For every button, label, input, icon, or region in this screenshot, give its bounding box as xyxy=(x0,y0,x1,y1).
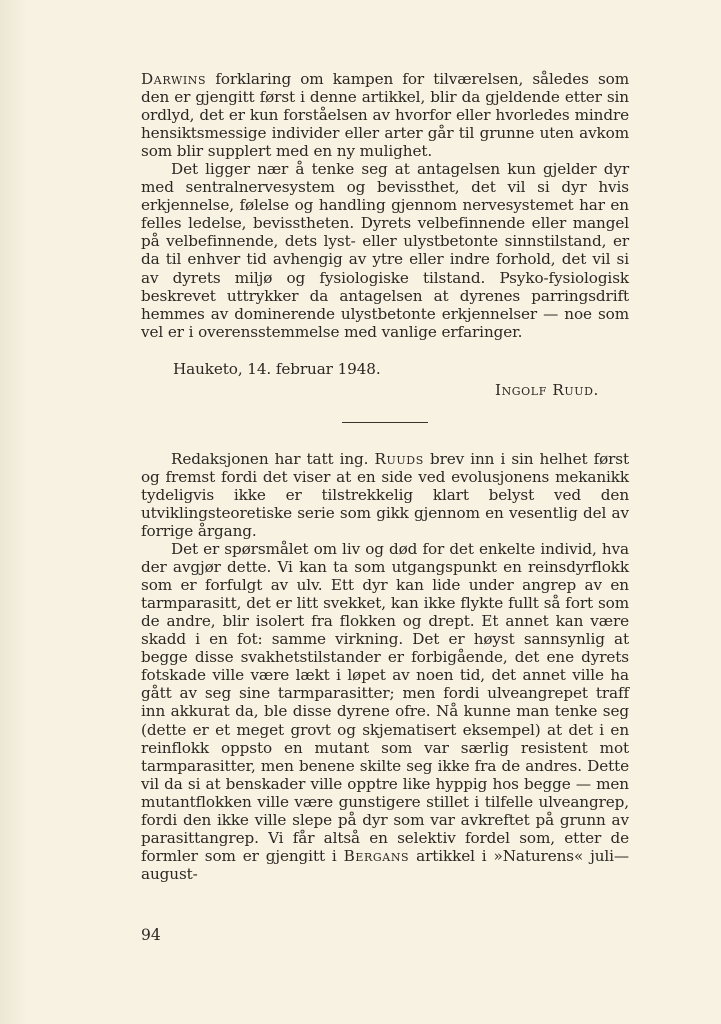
paragraph xyxy=(141,540,629,883)
signature: Ingolf Ruud. xyxy=(494,380,599,399)
page-number: 94 xyxy=(141,926,161,944)
paragraph-text: brev inn i sin helhet først og fremst fordi det viser at en side ved evolusjonens mekanikk tydeligvis ikke er tilstrekkelig klart belyst ved den utviklingsteoretiske serie som gikk gjennom en vesentlig del av forrige årgang. xyxy=(141,449,629,540)
page-edge-shading xyxy=(0,0,28,1024)
author-name-bergan: Bergans xyxy=(343,846,410,865)
paragraph: Det ligger nær å tenke seg at antagelsen kun gjelder dyr med sentralnervesystem og bevissthet, det vil si dyr hvis erkjennelse, følelse og handling gjennom nervesystemet har en felles ledelse, bevisstheten. Dyrets velbefinnende eller mangel på velbefinnende, dets lyst- eller ulystbetonte sinnstilstand, er da til enhver tid avhengig av ytre eller indre forhold, det vil si av dyrets miljø og fysiologiske tilstand. Psyko-fysiologisk beskrevet uttrykker da antagelsen at dyrenes parringsdrift hemmes av dominerende ulystbetonte erkjennelser — noe som vel er i overensstemmelse med vanlige erfaringer. xyxy=(141,160,629,341)
author-name-ruud: Ruuds xyxy=(374,449,424,468)
body-text xyxy=(141,70,629,883)
paragraph-text: forklaring om kampen for tilværelsen, således som den er gjengitt først i denne artikkel, blir da gjeldende etter sin ordlyd, det er kun forståelsen av hvorfor eller hvorledes mindre hensiktsmessige individer eller arter går til grunne uten avkom som blir supplert med en ny mulighet. xyxy=(141,70,629,161)
dateline: Hauketo, 14. februar 1948. xyxy=(173,359,381,378)
paragraph xyxy=(141,450,629,540)
paragraph-text: Det er spørsmålet om liv og død for det enkelte individ, hva der avgjør dette. Vi kan ta som utgangspunkt en reinsdyrflokk som er forfulgt av ulv. Ett dyr kan lide under angrep av en tarmparasitt, det er litt svekket, kan ikke flykte fullt så fort som de andre, blir isolert fra flokken og drept. Et annet kan være skadd i en fot: samme virkning. Det er høyst sannsynlig at begge disse svakhetstilstander er forbigående, det ene dyrets fotskade ville være lækt i løpet av noen tid, det annet ville ha gått av seg sine tarmparasitter; men fordi ulveangrepet traff inn akkurat da, ble disse dyrene ofre. Nå kunne man tenke seg (dette er et meget grovt og skjematisert eksempel) at det i en reinflokk oppsto en mutant som var særlig resistent mot tarmparasitter, men benene skilte seg ikke fra de andres. Dette vil da si at benskader ville opptre like hyppig hos begge — men mutantflokken ville være gunstigere stillet i tilfelle ulveangrep, fordi den ikke ville slepe på dyr som var avkreftet på grunn av parasittangrep. Vi får altså en selektiv fordel som, etter de formler som er gjengitt i xyxy=(141,540,629,865)
author-name-darwin: Darwins xyxy=(141,70,207,88)
paragraph xyxy=(141,70,629,160)
paragraph-text: Redaksjonen har tatt ing. xyxy=(171,449,375,468)
paragraph-text: artikkel i »Naturens« juli—august- xyxy=(141,846,629,883)
